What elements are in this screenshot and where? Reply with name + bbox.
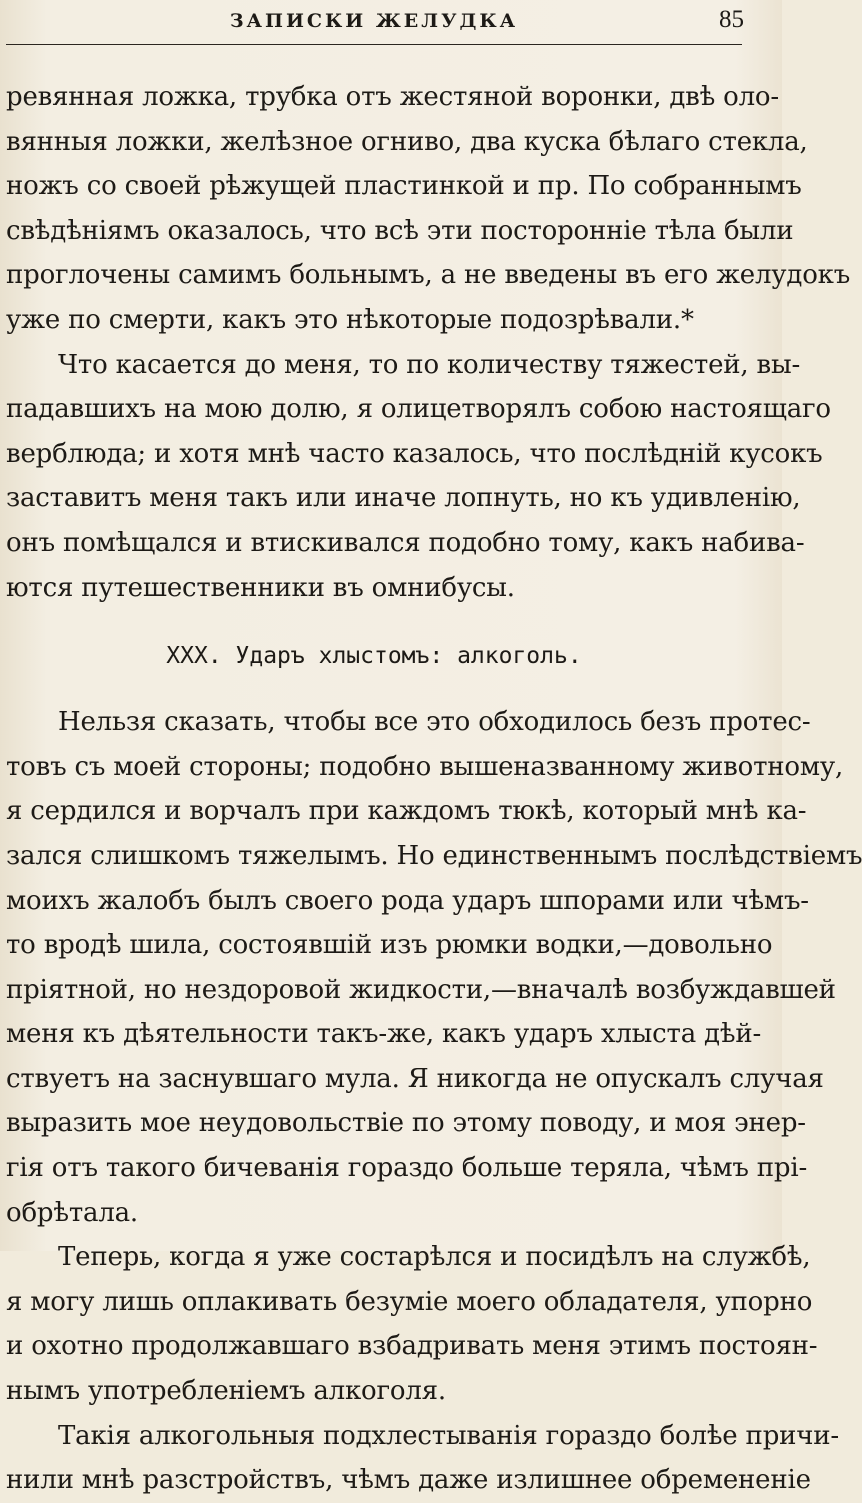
text-block xyxy=(6,75,862,1503)
text-line: вянныя ложки, желѣзное огниво, два куска бѣлаго стекла, xyxy=(6,126,808,157)
text-line: выразить мое неудовольствіе по этому поводу, и моя энер- xyxy=(6,1108,806,1139)
text-line: и охотно продолжавшаго взбадривать меня этимъ постоян- xyxy=(6,1331,818,1362)
text-line: я могу лишь оплакивать безуміе моего обладателя, упорно xyxy=(6,1286,813,1317)
text-line: меня къ дѣятельности такъ-же, какъ ударъ хлыста дѣй- xyxy=(6,1019,762,1050)
text-line: я сердился и ворчалъ при каждомъ тюкѣ, который мнѣ ка- xyxy=(6,796,807,827)
text-line: уже по смерти, какъ это нѣкоторые подозрѣвали.* xyxy=(6,304,694,335)
text-line: свѣдѣніямъ оказалось, что всѣ эти посторонніе тѣла были xyxy=(6,215,794,246)
text-line: зался слишкомъ тяжелымъ. Но единственнымъ послѣдствіемъ xyxy=(6,840,862,871)
text-line: Такія алкогольныя подхлестыванія гораздо болѣе причи- xyxy=(58,1420,839,1451)
text-line: проглочены самимъ больнымъ, а не введены въ его желудокъ xyxy=(6,260,851,291)
text-line: нили мнѣ разстройствъ, чѣмъ даже излишнее обремененіе xyxy=(6,1465,811,1496)
page-number: 85 xyxy=(719,6,744,33)
text-line: ствуетъ на заснувшаго мула. Я никогда не опускалъ случая xyxy=(6,1063,824,1094)
text-line: верблюда; и хотя мнѣ часто казалось, что послѣдній кусокъ xyxy=(6,438,823,469)
paragraph xyxy=(6,1414,839,1503)
text-line: товъ съ моей стороны; подобно вышеназванному животному, xyxy=(6,751,844,782)
text-line: Теперь, когда я уже состарѣлся и посидѣлъ на службѣ, xyxy=(58,1242,811,1273)
text-line: падавшихъ на мою долю, я олицетворялъ собою настоящаго xyxy=(6,394,831,425)
text-line: онъ помѣщался и втискивался подобно тому, какъ набива- xyxy=(6,527,805,558)
text-line: гія отъ такого бичеванія гораздо больше теряла, чѣмъ прі- xyxy=(6,1153,808,1184)
paragraph xyxy=(6,700,862,1235)
text-line: ножъ со своей рѣжущей пластинкой и пр. По собраннымъ xyxy=(6,171,802,202)
text-line: Нельзя сказать, чтобы все это обходилось безъ протес- xyxy=(58,707,811,738)
paragraph-continued xyxy=(6,75,851,343)
text-line: ются путешественники въ омнибусы. xyxy=(6,572,515,603)
text-line: нымъ употребленіемъ алкоголя. xyxy=(6,1376,446,1407)
text-line: ревянная ложка, трубка отъ жестяной воронки, двѣ оло- xyxy=(6,82,779,112)
text-line: Что касается до меня, то по количеству тяжестей, вы- xyxy=(58,349,801,380)
running-title: ЗАПИСКИ ЖЕЛУДКА xyxy=(229,10,519,32)
paragraph xyxy=(6,343,831,611)
text-line: обрѣтала. xyxy=(6,1197,138,1228)
text-line: пріятной, но нездоровой жидкости,—вначалѣ возбуждавшей xyxy=(6,974,836,1005)
section-heading: XXX. Ударъ хлыстомъ: алкоголь. xyxy=(166,643,582,670)
text-line: моихъ жалобъ былъ своего рода ударъ шпорами или чѣмъ- xyxy=(6,885,809,916)
text-line: то вродѣ шила, состоявшій изъ рюмки водки,—довольно xyxy=(6,930,773,961)
paragraph xyxy=(6,1235,818,1413)
text-line: заставитъ меня такъ или иначе лопнуть, но къ удивленію, xyxy=(6,483,801,514)
running-header xyxy=(6,0,742,45)
